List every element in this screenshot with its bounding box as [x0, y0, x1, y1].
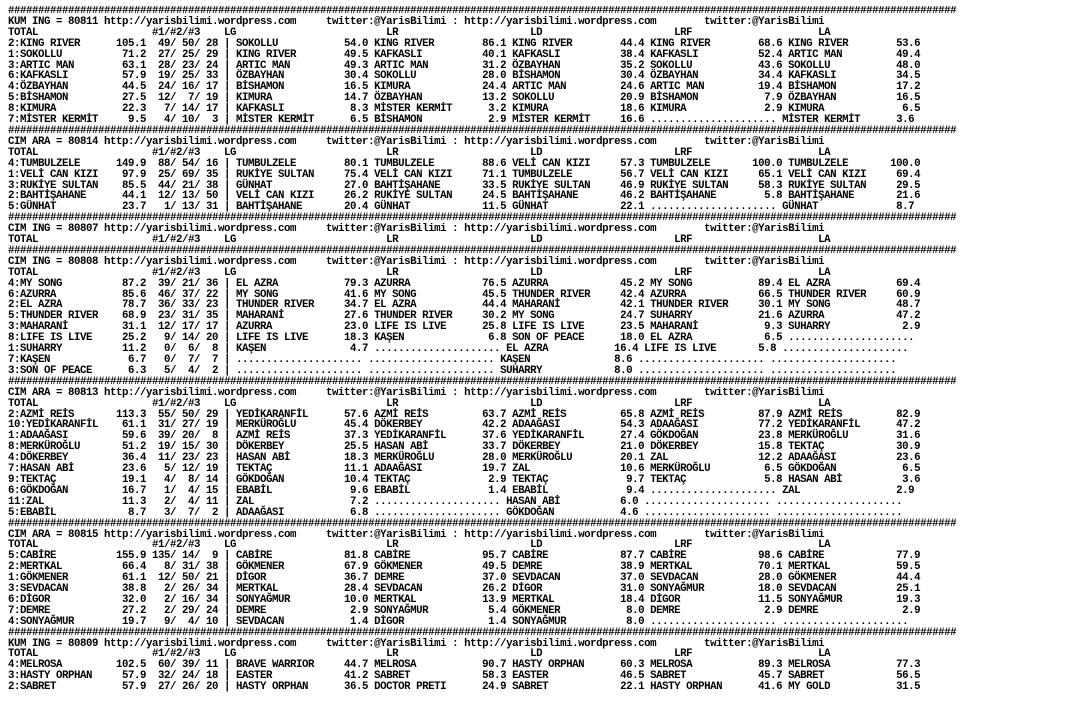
horse-row: 3:SEVDACAN 38.8 2/ 26/ 34 | MERTKAL 28.4 SEVDACAN 26.2 DİGOR 31.0 SONYAĞMUR 18.0 SEVDACAN 25.1 [8, 583, 921, 596]
horse-row: 5:GÜNHAT 23.7 1/ 13/ 31 | BAHTİŞAHANE 20.4 GÜNHAT 11.5 GÜNHAT 22.1 ..................... GÜNHAT 8.7 [8, 201, 915, 214]
race-header-line: CIM ARA = 80813 http://yarisbilimi.wordpress.com twitter:@YarisBilimi : http://yarisbilimi.wordpress.com twitter:@YarisBilimi [8, 386, 825, 399]
horse-row: 5:EBABİL 8.7 3/ 7/ 2 | ADAAĞASI 6.8 ..................... GÖKDOĞAN 4.6 ..................... ..................... [8, 506, 903, 519]
race-header-line: CIM ING = 80808 http://yarisbilimi.wordpress.com twitter:@YarisBilimi : http://yarisbilimi.wordpress.com twitter:@YarisBilimi [8, 255, 825, 268]
horse-row: 7:HASAN ABİ 23.6 5/ 12/ 19 | TEKTAÇ 11.1 ADAAĞASI 19.7 ZAL 10.6 MERKÜROĞLU 6.5 GÖKDOĞAN 6.5 [8, 463, 921, 476]
horse-row: 8:LIFE IS LIVE 25.2 9/ 14/ 20 | LIFE IS LIVE 18.3 KAŞEN 6.8 SON OF PEACE 18.0 EL AZRA 6.5 ..................... [8, 332, 915, 345]
horse-row: 6:GÖKDOĞAN 16.7 1/ 4/ 15 | EBABİL 9.6 EBABİL 1.4 EBABİL 9.4 ..................... ZAL 2.9 [8, 484, 915, 497]
column-header-line: TOTAL #1/#2/#3 LG LR LD LRF LA [8, 26, 831, 39]
separator-line: ############################################################################################################################################################## [8, 626, 957, 639]
horse-row: 4:DÖKERBEY 36.4 11/ 23/ 23 | HASAN ABİ 18.3 MERKÜROĞLU 28.0 MERKÜROĞLU 20.1 ZAL 12.2 ADAAĞASI 23.6 [8, 452, 921, 465]
separator-line: ############################################################################################################################################################## [8, 375, 957, 388]
separator-line: ############################################################################################################################################################## [8, 124, 957, 137]
horse-row: 7:DEMRE 27.2 2/ 29/ 24 | DEMRE 2.9 SONYAĞMUR 5.4 GÖKMENER 8.0 DEMRE 2.9 DEMRE 2.9 [8, 604, 921, 617]
column-header-line: TOTAL #1/#2/#3 LG LR LD LRF LA [8, 397, 831, 410]
horse-row: 2:AZMİ REİS 113.3 55/ 50/ 29 | YEDİKARANFİL 57.6 AZMİ REİS 63.7 AZMİ REİS 65.8 AZMİ REİS 87.9 AZMİ REİS 82.9 [8, 408, 921, 421]
horse-row: 3:MAHARANİ 31.1 12/ 17/ 17 | AZURRA 23.0 LIFE IS LIVE 25.8 LIFE IS LIVE 23.5 MAHARANİ 9.3 SUHARRY 2.9 [8, 321, 921, 334]
race-analysis-report [8, 6, 1074, 693]
horse-row: 1:ADAAĞASI 59.6 39/ 20/ 8 | AZMİ REİS 37.3 YEDİKARANFİL 37.6 YEDİKARANFİL 27.4 GÖKDOĞAN 23.8 MERKÜROĞLU 31.6 [8, 430, 921, 443]
column-header-line: TOTAL #1/#2/#3 LG LR LD LRF LA [8, 234, 831, 247]
horse-row: 4:SONYAĞMUR 19.7 9/ 4/ 10 | SEVDACAN 1.4 DİGOR 1.4 SONYAĞMUR 8.0 ..................... ..................... [8, 615, 909, 628]
race-header-line: CIM ARA = 80814 http://yarisbilimi.wordpress.com twitter:@YarisBilimi : http://yarisbilimi.wordpress.com twitter:@YarisBilimi [8, 135, 825, 148]
horse-row: 6:AZURRA 85.6 46/ 37/ 22 | MY SONG 41.6 MY SONG 45.5 THUNDER RIVER 42.4 AZURRA 66.5 THUNDER RIVER 60.9 [8, 288, 921, 301]
report-page [8, 6, 1074, 710]
horse-row: 3:SON OF PEACE 6.3 5/ 4/ 2 | ..................... ..................... SUHARRY 8.0 ..................... ..................... [8, 364, 897, 377]
horse-row: 10:YEDİKARANFİL 61.1 31/ 27/ 19 | MERKÜROĞLU 45.4 DÖKERBEY 42.2 ADAAĞASI 54.3 ADAAĞASI 77.2 YEDİKARANFİL 47.2 [8, 419, 921, 432]
horse-row: 3:RUKİYE SULTAN 85.5 44/ 21/ 38 | GÜNHAT 27.0 BAHTİŞAHANE 33.5 RUKİYE SULTAN 46.9 RUKİYE SULTAN 58.3 RUKİYE SULTAN 29.5 [8, 179, 921, 192]
horse-row: 1:SOKOLLU 71.2 27/ 25/ 29 | KING RIVER 49.5 KAFKASLI 40.1 KAFKASLI 38.4 KAFKASLI 52.4 ARTIC MAN 49.4 [8, 48, 921, 61]
horse-row: 7:KAŞEN 6.7 0/ 7/ 7 | ..................... ..................... KAŞEN 8.6 ..................... ..................... [8, 354, 897, 366]
horse-row: 7:MİSTER KERMİT 9.5 4/ 10/ 3 | MİSTER KERMİT 6.5 BİSHAMON 2.9 MİSTER KERMİT 16.6 ..................... MİSTER KERMİT 3.6 [8, 114, 915, 127]
column-header-line: TOTAL #1/#2/#3 LG LR LD LRF LA [8, 266, 831, 279]
horse-row: 4:MELROSA 102.5 60/ 39/ 11 | BRAVE WARRIOR 44.7 MELROSA 90.7 HASTY ORPHAN 60.3 MELROSA 89.3 MELROSA 77.3 [8, 659, 921, 672]
horse-row: 2:MERTKAL 66.4 8/ 31/ 38 | GÖKMENER 67.9 GÖKMENER 49.5 DEMRE 38.9 MERTKAL 70.1 MERTKAL 59.5 [8, 561, 921, 574]
horse-row: 6:KAFKASLI 57.9 19/ 25/ 33 | ÖZBAYHAN 30.4 SOKOLLU 28.0 BİSHAMON 30.4 ÖZBAYHAN 34.4 KAFKASLI 34.5 [8, 70, 921, 83]
race-header-line: KUM ING = 80811 http://yarisbilimi.wordpress.com twitter:@YarisBilimi : http://yarisbilimi.wordpress.com twitter:@YarisBilimi [8, 15, 825, 28]
race-header-line: KUM ING = 80809 http://yarisbilimi.wordpress.com twitter:@YarisBilimi : http://yarisbilimi.wordpress.com twitter:@YarisBilimi [8, 637, 825, 650]
horse-row: 6:DİGOR 32.0 2/ 16/ 34 | SONYAĞMUR 10.0 MERTKAL 13.9 MERTKAL 18.4 DİGOR 11.5 SONYAĞMUR 19.3 [8, 593, 921, 606]
horse-row: 5:THUNDER RIVER 68.9 23/ 31/ 35 | MAHARANİ 27.6 THUNDER RIVER 30.2 MY SONG 24.7 SUHARRY 21.6 AZURRA 47.2 [8, 310, 921, 323]
horse-row: 3:ARTIC MAN 63.1 28/ 23/ 24 | ARTIC MAN 49.3 ARTIC MAN 31.2 ÖZBAYHAN 35.2 SOKOLLU 43.6 SOKOLLU 48.0 [8, 59, 921, 72]
column-header-line: TOTAL #1/#2/#3 LG LR LD LRF LA [8, 146, 831, 159]
horse-row: 2:KING RIVER 105.1 49/ 50/ 28 | SOKOLLU 54.0 KING RIVER 86.1 KING RIVER 44.4 KING RIVER 68.6 KING RIVER 53.6 [8, 37, 921, 50]
horse-row: 4:MY SONG 87.2 39/ 21/ 36 | EL AZRA 79.3 AZURRA 76.5 AZURRA 45.2 MY SONG 89.4 EL AZRA 69.4 [8, 277, 921, 290]
horse-row: 8:MERKÜROĞLU 51.2 19/ 15/ 30 | DÖKERBEY 25.5 HASAN ABİ 33.7 DÖKERBEY 21.0 DÖKERBEY 15.8 TEKTAÇ 30.9 [8, 441, 921, 454]
horse-row: 9:TEKTAÇ 19.1 4/ 8/ 14 | GÖKDOĞAN 10.4 TEKTAÇ 2.9 TEKTAÇ 9.7 TEKTAÇ 5.8 HASAN ABİ 3.6 [8, 473, 921, 486]
horse-row: 1:VELİ CAN KIZI 97.9 25/ 69/ 35 | RUKİYE SULTAN 75.4 VELİ CAN KIZI 71.1 TUMBULZELE 56.7 VELİ CAN KIZI 65.1 VELİ CAN KIZI 69.4 [8, 168, 921, 181]
horse-row: 4:ÖZBAYHAN 44.5 24/ 16/ 17 | BİSHAMON 16.5 KIMURA 24.4 ARTIC MAN 24.6 ARTIC MAN 19.4 BİSHAMON 17.2 [8, 81, 921, 94]
horse-row: 2:BAHTİŞAHANE 44.1 12/ 13/ 50 | VELİ CAN KIZI 26.2 RUKİYE SULTAN 24.5 BAHTİŞAHANE 46.2 BAHTİŞAHANE 5.8 BAHTİŞAHANE 21.6 [8, 190, 921, 203]
race-header-line: CIM ARA = 80815 http://yarisbilimi.wordpress.com twitter:@YarisBilimi : http://yarisbilimi.wordpress.com twitter:@YarisBilimi [8, 528, 825, 541]
column-header-line: TOTAL #1/#2/#3 LG LR LD LRF LA [8, 648, 831, 661]
horse-row: 11:ZAL 11.3 2/ 4/ 11 | ZAL 7.2 ..................... HASAN ABİ 6.0 ..................... ..................... [8, 495, 903, 508]
horse-row: 8:KIMURA 22.3 7/ 14/ 17 | KAFKASLI 8.3 MİSTER KERMİT 3.2 KIMURA 18.6 KIMURA 2.9 KIMURA 6.5 [8, 103, 921, 116]
horse-row: 2:SABRET 57.9 27/ 26/ 20 | HASTY ORPHAN 36.5 DOCTOR PRETI 24.9 SABRET 22.1 HASTY ORPHAN 41.6 MY GOLD 31.5 [8, 681, 921, 694]
separator-line: ############################################################################################################################################################## [8, 6, 957, 17]
horse-row: 1:GÖKMENER 61.1 12/ 50/ 21 | DİGOR 36.7 DEMRE 37.0 SEVDACAN 37.0 SEVDACAN 28.0 GÖKMENER 44.4 [8, 572, 921, 585]
horse-row: 1:SUHARRY 11.2 0/ 6/ 8 | KAŞEN 4.7 ..................... EL AZRA 16.4 LIFE IS LIVE 5.8 ..................... [8, 343, 909, 356]
column-header-line: TOTAL #1/#2/#3 LG LR LD LRF LA [8, 539, 831, 552]
horse-row: 4:TUMBULZELE 149.9 88/ 54/ 16 | TUMBULZELE 80.1 TUMBULZELE 88.6 VELİ CAN KIZI 57.3 TUMBULZELE 100.0 TUMBULZELE 100.0 [8, 157, 921, 170]
horse-row: 3:HASTY ORPHAN 57.9 32/ 24/ 18 | EASTER 41.2 SABRET 58.3 EASTER 46.5 SABRET 45.7 SABRET 56.5 [8, 670, 921, 683]
separator-line: ############################################################################################################################################################## [8, 517, 957, 530]
horse-row: 5:CABİRE 155.9 135/ 14/ 9 | CABİRE 81.8 CABİRE 95.7 CABİRE 87.7 CABİRE 98.6 CABİRE 77.9 [8, 550, 921, 563]
horse-row: 2:EL AZRA 78.7 36/ 33/ 23 | THUNDER RIVER 34.7 EL AZRA 44.4 MAHARANİ 42.1 THUNDER RIVER 30.1 MY SONG 48.7 [8, 299, 921, 312]
horse-row: 5:BİSHAMON 27.5 12/ 7/ 19 | KIMURA 14.7 ÖZBAYHAN 13.2 SOKOLLU 20.9 BİSHAMON 7.9 ÖZBAYHAN 16.5 [8, 92, 921, 105]
separator-line: ############################################################################################################################################################## [8, 244, 957, 257]
separator-line: ############################################################################################################################################################## [8, 212, 957, 225]
race-header-line: CIM ING = 80807 http://yarisbilimi.wordpress.com twitter:@YarisBilimi : http://yarisbilimi.wordpress.com twitter:@YarisBilimi [8, 223, 825, 236]
